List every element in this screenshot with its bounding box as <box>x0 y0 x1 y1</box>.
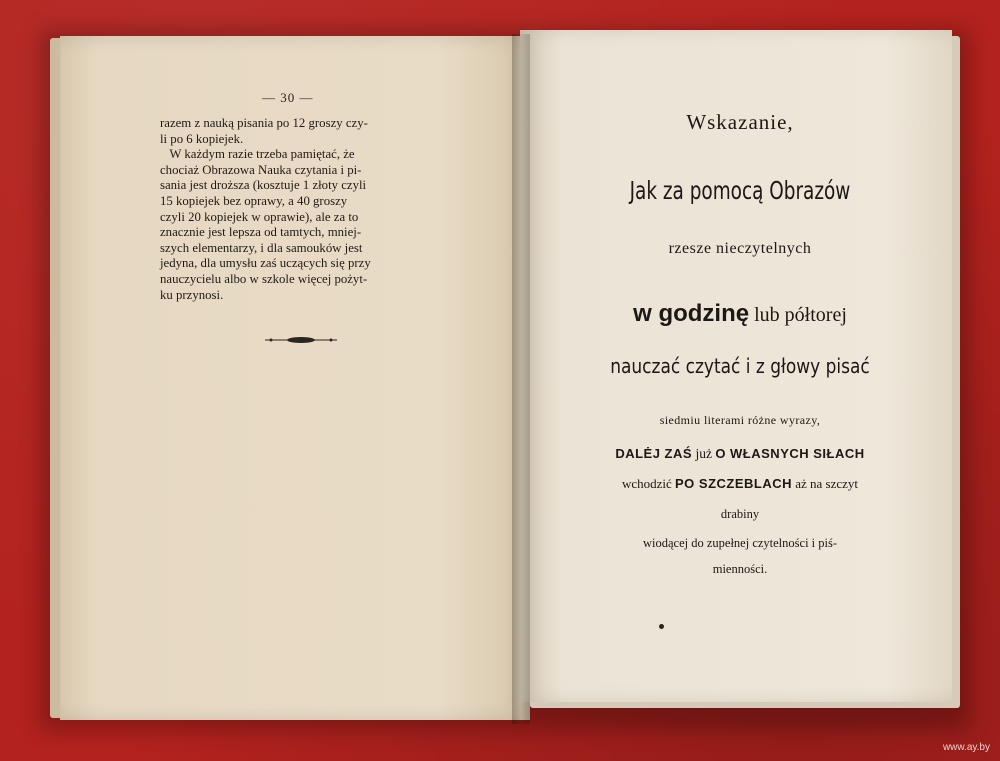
text-span: wchodzić <box>621 476 675 491</box>
text-line: ku przynosi. <box>160 287 224 302</box>
text-line: chociaż Obrazowa Nauka czytania i pi- <box>160 162 362 177</box>
subtitle-line: rzesze nieczytelnych <box>668 240 812 257</box>
text-span: aż na szczyt <box>792 476 859 491</box>
subtitle-line: mienności. <box>712 562 768 576</box>
ink-dot <box>659 624 664 629</box>
watermark: www.ay.by <box>942 742 990 753</box>
text-line: nauczycielu albo w szkole więcej pożyt- <box>160 271 368 286</box>
subtitle-line: nauczać czytać i z głowy pisać <box>610 354 870 378</box>
ornament-divider <box>265 335 337 345</box>
subtitle-line <box>560 300 920 328</box>
emphasis-text: O WŁASNYCH SIŁACH <box>715 446 865 461</box>
left-page-text <box>160 116 440 303</box>
text-line: W każdym razie trzeba pamiętać, że <box>160 147 355 162</box>
emphasis-text: w godzinę <box>633 300 750 327</box>
text-line: li po 6 kopiejek. <box>160 131 244 146</box>
text-span: lub półtorej <box>749 304 847 326</box>
page-number: — 30 — <box>262 90 314 105</box>
emphasis-text: DALĖJ ZAŚ <box>615 446 693 461</box>
text-line: sania jest droższa (kosztuje 1 złoty czyli <box>160 178 367 193</box>
title: Jak za pomocą Obrazów <box>629 176 851 205</box>
text-line: jedyna, dla umysłu zaś uczących się przy <box>160 256 371 271</box>
subtitle-line: wiodącej do zupełnej czytelności i piś- <box>642 536 838 550</box>
book-gutter <box>512 34 530 724</box>
heading: Wskazanie, <box>686 110 794 134</box>
text-line: czyli 20 kopiejek w oprawie), ale za to <box>160 209 359 224</box>
text-span: już <box>692 446 716 461</box>
text-line: 15 kopiejek bez oprawy, a 40 groszy <box>160 193 348 208</box>
text-line: szych elementarzy, i dla samouków jest <box>160 240 363 255</box>
emphasis-text: PO SZCZEBLACH <box>675 476 792 491</box>
subtitle-line: drabiny <box>720 507 760 521</box>
text-line: znacznie jest lepsza od tamtych, mniej- <box>160 225 362 240</box>
subtitle-line <box>560 476 920 492</box>
subtitle-line <box>560 446 920 462</box>
text-line: razem z nauką pisania po 12 groszy czy- <box>160 116 368 130</box>
subtitle-line: siedmiu literami różne wyrazy, <box>659 413 821 427</box>
